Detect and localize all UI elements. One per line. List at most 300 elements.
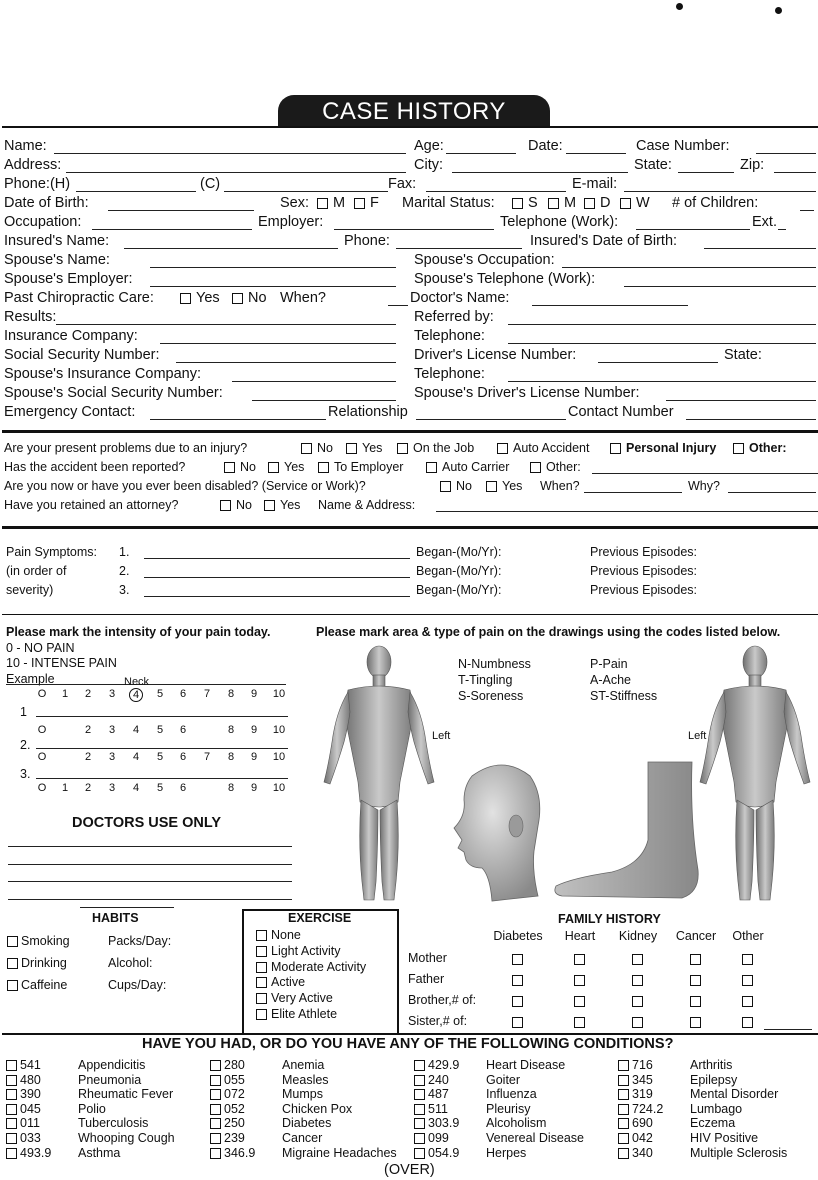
condition-checkbox[interactable] (414, 1118, 425, 1129)
scale-number[interactable]: 2 (84, 751, 92, 763)
chiro-no-checkbox[interactable] (232, 293, 243, 304)
input-line[interactable] (334, 229, 494, 230)
spouse-ssn-label: Spouse's Social Security Number: (4, 385, 223, 401)
condition-code: 429.9 (428, 1058, 460, 1072)
employer-label: Employer: (258, 214, 324, 230)
condition-name: Cancer (282, 1131, 323, 1145)
row-3-number: 3. (20, 767, 31, 781)
condition-checkbox[interactable] (6, 1118, 17, 1129)
insured-dob-label: Insured's Date of Birth: (530, 233, 678, 249)
reported-other-checkbox[interactable] (530, 462, 541, 473)
chiro-yes-checkbox[interactable] (180, 293, 191, 304)
reported-carrier-label: Auto Carrier (442, 460, 510, 474)
drivers-license-label: Driver's License Number: (414, 347, 577, 363)
input-line[interactable] (624, 191, 816, 192)
condition-code: 250 (224, 1116, 245, 1131)
input-line[interactable] (160, 343, 396, 344)
condition-checkbox[interactable] (210, 1075, 221, 1086)
divider (2, 526, 818, 529)
condition-checkbox[interactable] (210, 1133, 221, 1144)
spouse-dl-label: Spouse's Driver's License Number: (414, 385, 640, 401)
attorney-no-checkbox[interactable] (220, 500, 231, 511)
phone-home-label: Phone:(H) (4, 176, 71, 192)
attorney-yes-label: Yes (280, 498, 301, 512)
input-line[interactable] (416, 419, 566, 420)
family-col-header: Other (732, 929, 764, 943)
condition-code: 716 (632, 1058, 653, 1072)
condition-name: Appendicitis (78, 1058, 146, 1072)
condition-code: 390 (20, 1087, 41, 1102)
reported-carrier-checkbox[interactable] (426, 462, 437, 473)
pain-number-3: 3. (119, 583, 130, 597)
input-line[interactable] (508, 381, 816, 382)
no-pain-label: 0 - NO PAIN (6, 641, 75, 655)
reported-question: Has the accident been reported? (4, 460, 186, 474)
input-line[interactable] (774, 172, 816, 173)
habit-quantity-label: Alcohol: (108, 956, 153, 970)
family-checkbox[interactable] (690, 954, 701, 965)
condition-checkbox[interactable] (618, 1133, 629, 1144)
scale-number[interactable]: 6 (179, 724, 187, 736)
dob-label: Date of Birth: (4, 195, 89, 211)
scale-number[interactable]: 9 (250, 724, 258, 736)
intense-pain-label: 10 - INTENSE PAIN (6, 656, 117, 670)
condition-code: 690 (632, 1116, 653, 1131)
disabled-yes-checkbox[interactable] (486, 481, 497, 492)
family-checkbox[interactable] (632, 954, 643, 965)
pain-number-1: 1. (119, 545, 130, 559)
habit-checkbox-smoking[interactable] (7, 936, 18, 947)
condition-checkbox[interactable] (414, 1104, 425, 1115)
input-line[interactable] (624, 286, 816, 287)
spouse-name-label: Spouse's Name: (4, 252, 110, 268)
scale-number[interactable]: O (37, 688, 47, 700)
sex-label: Sex: (280, 195, 310, 211)
family-row-label: Sister,# of: (408, 1014, 468, 1028)
scan-speck (775, 7, 782, 14)
divider (2, 430, 818, 433)
scale-number[interactable]: 6 (179, 688, 187, 700)
condition-checkbox[interactable] (210, 1118, 221, 1129)
attorney-name-label: Name & Address: (318, 498, 416, 512)
marital-s-checkbox[interactable] (512, 198, 523, 209)
doctors-line[interactable] (8, 846, 292, 847)
input-line[interactable] (686, 419, 816, 420)
exercise-checkbox[interactable] (256, 946, 267, 957)
input-line[interactable] (56, 324, 396, 325)
family-checkbox[interactable] (512, 996, 523, 1007)
condition-name: Heart Disease (486, 1058, 566, 1072)
exercise-label: Light Activity (271, 943, 341, 958)
injury-job-checkbox[interactable] (397, 443, 408, 454)
condition-name: Arthritis (690, 1058, 733, 1072)
input-line[interactable] (150, 267, 396, 268)
condition-name: Measles (282, 1072, 329, 1087)
foot-drawing[interactable] (552, 760, 704, 906)
condition-name: Eczema (690, 1116, 736, 1131)
scale-number[interactable]: 7 (203, 751, 211, 763)
code-soreness: S-Soreness (458, 689, 524, 703)
input-line[interactable] (36, 716, 288, 717)
condition-checkbox[interactable] (6, 1060, 17, 1071)
input-line[interactable] (36, 748, 288, 749)
input-line[interactable] (532, 305, 688, 306)
injury-auto-label: Auto Accident (513, 441, 590, 455)
scale-number[interactable]: 4 (129, 688, 143, 702)
scale-number[interactable]: 10 (272, 724, 286, 736)
relationship-label: Relationship (328, 404, 408, 420)
injury-question: Are your present problems due to an injury? (4, 441, 248, 455)
condition-checkbox[interactable] (210, 1104, 221, 1115)
input-line[interactable] (678, 172, 734, 173)
input-line[interactable] (426, 191, 566, 192)
scale-number[interactable]: 6 (179, 751, 187, 763)
input-line[interactable] (124, 248, 338, 249)
sex-f-checkbox[interactable] (354, 198, 365, 209)
spouse-occupation-label: Spouse's Occupation: (414, 252, 555, 268)
condition-checkbox[interactable] (414, 1148, 425, 1159)
scale-number[interactable]: 9 (250, 782, 258, 794)
ext-label: Ext. (752, 214, 777, 230)
scale-number[interactable]: 4 (132, 751, 140, 763)
marital-s-label: S (528, 195, 538, 211)
exercise-checkbox[interactable] (256, 977, 267, 988)
intensity-heading: Please mark the intensity of your pain today. (6, 625, 271, 639)
condition-name: Pneumonia (78, 1072, 142, 1087)
exercise-label: None (271, 928, 301, 942)
doctors-line[interactable] (8, 881, 292, 882)
family-checkbox[interactable] (690, 975, 701, 986)
pain-order-label: (in order of (6, 564, 67, 578)
began-label: Began-(Mo/Yr): (416, 583, 502, 597)
family-checkbox[interactable] (742, 975, 753, 986)
spouse-tel-label: Spouse's Telephone (Work): (414, 271, 596, 287)
disabled-when-label: When? (540, 479, 580, 493)
habits-title: HABITS (92, 911, 139, 925)
pain-symptom-field[interactable] (144, 596, 410, 597)
back-body-drawing[interactable] (694, 642, 816, 907)
divider (2, 614, 818, 615)
input-line[interactable] (508, 343, 816, 344)
age-label: Age: (414, 138, 444, 154)
family-checkbox[interactable] (690, 996, 701, 1007)
input-line[interactable] (66, 172, 406, 173)
marital-w-checkbox[interactable] (620, 198, 631, 209)
code-pain: P-Pain (590, 657, 628, 671)
injury-pi-label: Personal Injury (626, 441, 717, 455)
family-row-label: Father (408, 972, 445, 986)
condition-code: 072 (224, 1087, 245, 1102)
family-checkbox[interactable] (632, 975, 643, 986)
condition-checkbox[interactable] (6, 1104, 17, 1115)
condition-checkbox[interactable] (618, 1089, 629, 1100)
habit-checkbox-drinking[interactable] (7, 958, 18, 969)
family-checkbox[interactable] (574, 1017, 585, 1028)
family-checkbox[interactable] (512, 975, 523, 986)
state-label: State: (634, 157, 672, 173)
condition-code: 724.2 (632, 1101, 664, 1116)
condition-name: Venereal Disease (486, 1131, 584, 1145)
condition-name: Mental Disorder (690, 1087, 779, 1102)
family-checkbox[interactable] (742, 996, 753, 1007)
family-checkbox[interactable] (690, 1017, 701, 1028)
input-line[interactable] (252, 400, 396, 401)
injury-auto-checkbox[interactable] (497, 443, 508, 454)
scale-number[interactable]: 5 (156, 782, 164, 794)
condition-checkbox[interactable] (414, 1075, 425, 1086)
disabled-no-checkbox[interactable] (440, 481, 451, 492)
exercise-checkbox[interactable] (256, 930, 267, 941)
condition-name: Goiter (486, 1072, 521, 1087)
code-ache: A-Ache (590, 673, 631, 687)
results-label: Results: (4, 309, 57, 325)
family-col-header: Kidney (618, 929, 658, 943)
scale-number[interactable]: 10 (272, 688, 286, 700)
family-checkbox[interactable] (742, 1017, 753, 1028)
condition-code: 345 (632, 1072, 653, 1087)
conditions-title: HAVE YOU HAD, OR DO YOU HAVE ANY OF THE FOLLOWING CONDITIONS? (142, 1036, 674, 1052)
scale-number[interactable]: 7 (203, 688, 211, 700)
condition-name: Lumbago (690, 1101, 743, 1116)
input-line[interactable] (728, 492, 816, 493)
spouse-insurance-label: Spouse's Insurance Company: (4, 366, 202, 382)
condition-code: 493.9 (20, 1145, 52, 1160)
family-checkbox[interactable] (632, 996, 643, 1007)
exercise-border-left (242, 909, 244, 1033)
date-label: Date: (528, 138, 563, 154)
condition-code: 055 (224, 1072, 245, 1087)
scale-number[interactable]: 4 (132, 782, 140, 794)
scale-number[interactable]: 9 (250, 688, 258, 700)
divider (2, 1033, 818, 1035)
referred-by-label: Referred by: (414, 309, 494, 325)
injury-other-checkbox[interactable] (733, 443, 744, 454)
chiro-when-label: When? (280, 290, 326, 306)
scale-number[interactable]: 9 (250, 751, 258, 763)
family-checkbox[interactable] (574, 954, 585, 965)
scale-number[interactable]: 5 (156, 751, 164, 763)
input-line[interactable] (108, 210, 254, 211)
scale-number[interactable]: 2 (84, 724, 92, 736)
condition-checkbox[interactable] (210, 1089, 221, 1100)
input-line[interactable] (176, 362, 396, 363)
habit-label: Smoking (21, 934, 70, 948)
condition-checkbox[interactable] (6, 1148, 17, 1159)
reported-yes-checkbox[interactable] (268, 462, 279, 473)
contact-number-label: Contact Number (568, 404, 674, 420)
doctors-line[interactable] (8, 864, 292, 865)
scale-number[interactable]: 5 (156, 688, 164, 700)
reported-employer-checkbox[interactable] (318, 462, 329, 473)
condition-checkbox[interactable] (6, 1133, 17, 1144)
habits-rule[interactable] (80, 907, 174, 908)
input-line[interactable] (76, 191, 196, 192)
condition-checkbox[interactable] (414, 1089, 425, 1100)
input-line[interactable] (636, 229, 750, 230)
input-line[interactable] (756, 153, 816, 154)
family-checkbox[interactable] (574, 996, 585, 1007)
condition-code: 480 (20, 1072, 41, 1087)
doctors-use-only-label: DOCTORS USE ONLY (72, 815, 222, 831)
scale-number[interactable]: 8 (227, 782, 235, 794)
pain-number-2: 2. (119, 564, 130, 578)
disabled-why-label: Why? (688, 479, 720, 493)
family-col-header: Cancer (675, 929, 717, 943)
scale-number[interactable]: 8 (227, 724, 235, 736)
exercise-checkbox[interactable] (256, 993, 267, 1004)
code-stiffness: ST-Stiffness (590, 689, 658, 703)
input-line[interactable] (150, 419, 326, 420)
scale-number[interactable]: 2 (84, 782, 92, 794)
pain-symptom-field[interactable] (144, 558, 410, 559)
scale-number[interactable]: O (37, 724, 47, 736)
exercise-checkbox[interactable] (256, 1009, 267, 1020)
condition-checkbox[interactable] (210, 1148, 221, 1159)
input-line[interactable] (764, 1029, 812, 1030)
name-label: Name: (4, 138, 47, 154)
condition-name: Mumps (282, 1087, 323, 1102)
condition-checkbox[interactable] (6, 1089, 17, 1100)
divider (2, 126, 818, 128)
condition-checkbox[interactable] (414, 1133, 425, 1144)
scale-number[interactable]: 1 (61, 782, 69, 794)
marital-d-checkbox[interactable] (584, 198, 595, 209)
scale-number[interactable]: 3 (108, 782, 116, 794)
previous-episodes-label: Previous Episodes: (590, 564, 698, 578)
input-line[interactable] (800, 210, 814, 211)
chiro-yes-label: Yes (196, 290, 220, 306)
condition-code: 045 (20, 1101, 41, 1116)
marital-m-checkbox[interactable] (548, 198, 559, 209)
scale-number[interactable]: 2 (84, 688, 92, 700)
condition-checkbox[interactable] (618, 1075, 629, 1086)
condition-code: 042 (632, 1131, 653, 1145)
doctors-line[interactable] (8, 899, 292, 900)
scale-number[interactable]: O (37, 782, 47, 794)
scale-number[interactable]: 4 (132, 724, 140, 736)
marital-w-label: W (636, 195, 650, 211)
input-line[interactable] (562, 267, 816, 268)
spouse-telephone-label: Telephone: (414, 366, 485, 382)
scale-number[interactable]: 8 (227, 751, 235, 763)
front-body-drawing[interactable] (318, 642, 440, 907)
scale-number[interactable]: 6 (179, 782, 187, 794)
scale-number[interactable]: 5 (156, 724, 164, 736)
scale-number[interactable]: O (37, 751, 47, 763)
input-line[interactable] (150, 286, 396, 287)
over-label: (OVER) (384, 1162, 435, 1178)
telephone-label: Telephone: (414, 328, 485, 344)
family-checkbox[interactable] (742, 954, 753, 965)
doctor-name-label: Doctor's Name: (410, 290, 510, 306)
occupation-label: Occupation: (4, 214, 82, 230)
insured-name-label: Insured's Name: (4, 233, 110, 249)
input-line[interactable] (436, 511, 818, 512)
habit-quantity-label: Cups/Day: (108, 978, 167, 992)
scale-number[interactable]: 8 (227, 688, 235, 700)
reported-no-checkbox[interactable] (224, 462, 235, 473)
input-line[interactable] (598, 362, 718, 363)
input-line[interactable] (584, 492, 682, 493)
email-label: E-mail: (572, 176, 618, 192)
family-checkbox[interactable] (512, 1017, 523, 1028)
input-line[interactable] (452, 172, 628, 173)
injury-pi-checkbox[interactable] (610, 443, 621, 454)
injury-no-checkbox[interactable] (301, 443, 312, 454)
city-label: City: (414, 157, 443, 173)
address-label: Address: (4, 157, 62, 173)
condition-name: Migraine Headaches (282, 1145, 397, 1160)
case-number-label: Case Number: (636, 138, 730, 154)
input-line[interactable] (778, 229, 786, 230)
family-col-header: Heart (564, 929, 596, 943)
family-col-header: Diabetes (493, 929, 543, 943)
injury-yes-checkbox[interactable] (346, 443, 357, 454)
condition-checkbox[interactable] (618, 1104, 629, 1115)
habit-checkbox-caffeine[interactable] (7, 980, 18, 991)
scale-number[interactable]: 10 (272, 782, 286, 794)
marital-status-label: Marital Status: (402, 195, 495, 211)
input-line[interactable] (224, 191, 388, 192)
exercise-checkbox[interactable] (256, 962, 267, 973)
condition-checkbox[interactable] (6, 1075, 17, 1086)
input-line[interactable] (232, 381, 396, 382)
condition-code: 054.9 (428, 1145, 460, 1160)
condition-checkbox[interactable] (618, 1060, 629, 1071)
condition-name: Rheumatic Fever (78, 1087, 174, 1102)
emergency-contact-label: Emergency Contact: (4, 404, 136, 420)
condition-name: Diabetes (282, 1116, 332, 1131)
scale-number[interactable]: 3 (108, 751, 116, 763)
spouse-employer-label: Spouse's Employer: (4, 271, 133, 287)
input-line[interactable] (92, 229, 252, 230)
condition-name: Herpes (486, 1145, 527, 1160)
zip-label: Zip: (740, 157, 765, 173)
head-profile-drawing[interactable] (442, 756, 552, 906)
family-row-label: Brother,# of: (408, 993, 477, 1007)
condition-checkbox[interactable] (618, 1118, 629, 1129)
area-heading: Please mark area & type of pain on the drawings using the codes listed below. (316, 625, 781, 639)
input-line[interactable] (566, 153, 626, 154)
chiro-no-label: No (248, 290, 267, 306)
past-chiro-label: Past Chiropractic Care: (4, 290, 154, 306)
input-line[interactable] (666, 400, 816, 401)
input-line[interactable] (446, 153, 516, 154)
input-line[interactable] (704, 248, 816, 249)
family-checkbox[interactable] (512, 954, 523, 965)
condition-name: Chicken Pox (282, 1101, 353, 1116)
scale-number[interactable]: 10 (272, 751, 286, 763)
condition-checkbox[interactable] (618, 1148, 629, 1159)
input-line[interactable] (388, 305, 408, 306)
family-checkbox[interactable] (574, 975, 585, 986)
input-line[interactable] (54, 153, 406, 154)
condition-name: Asthma (78, 1145, 121, 1160)
input-line[interactable] (36, 778, 288, 779)
scale-number[interactable]: 3 (108, 688, 116, 700)
condition-checkbox[interactable] (210, 1060, 221, 1071)
scale-number[interactable]: 3 (108, 724, 116, 736)
pain-symptom-field[interactable] (144, 577, 410, 578)
input-line[interactable] (508, 324, 816, 325)
input-line[interactable] (592, 473, 818, 474)
sex-m-checkbox[interactable] (317, 198, 328, 209)
input-line[interactable] (396, 248, 522, 249)
condition-checkbox[interactable] (414, 1060, 425, 1071)
scale-number[interactable]: 1 (61, 688, 69, 700)
attorney-yes-checkbox[interactable] (264, 500, 275, 511)
family-checkbox[interactable] (632, 1017, 643, 1028)
